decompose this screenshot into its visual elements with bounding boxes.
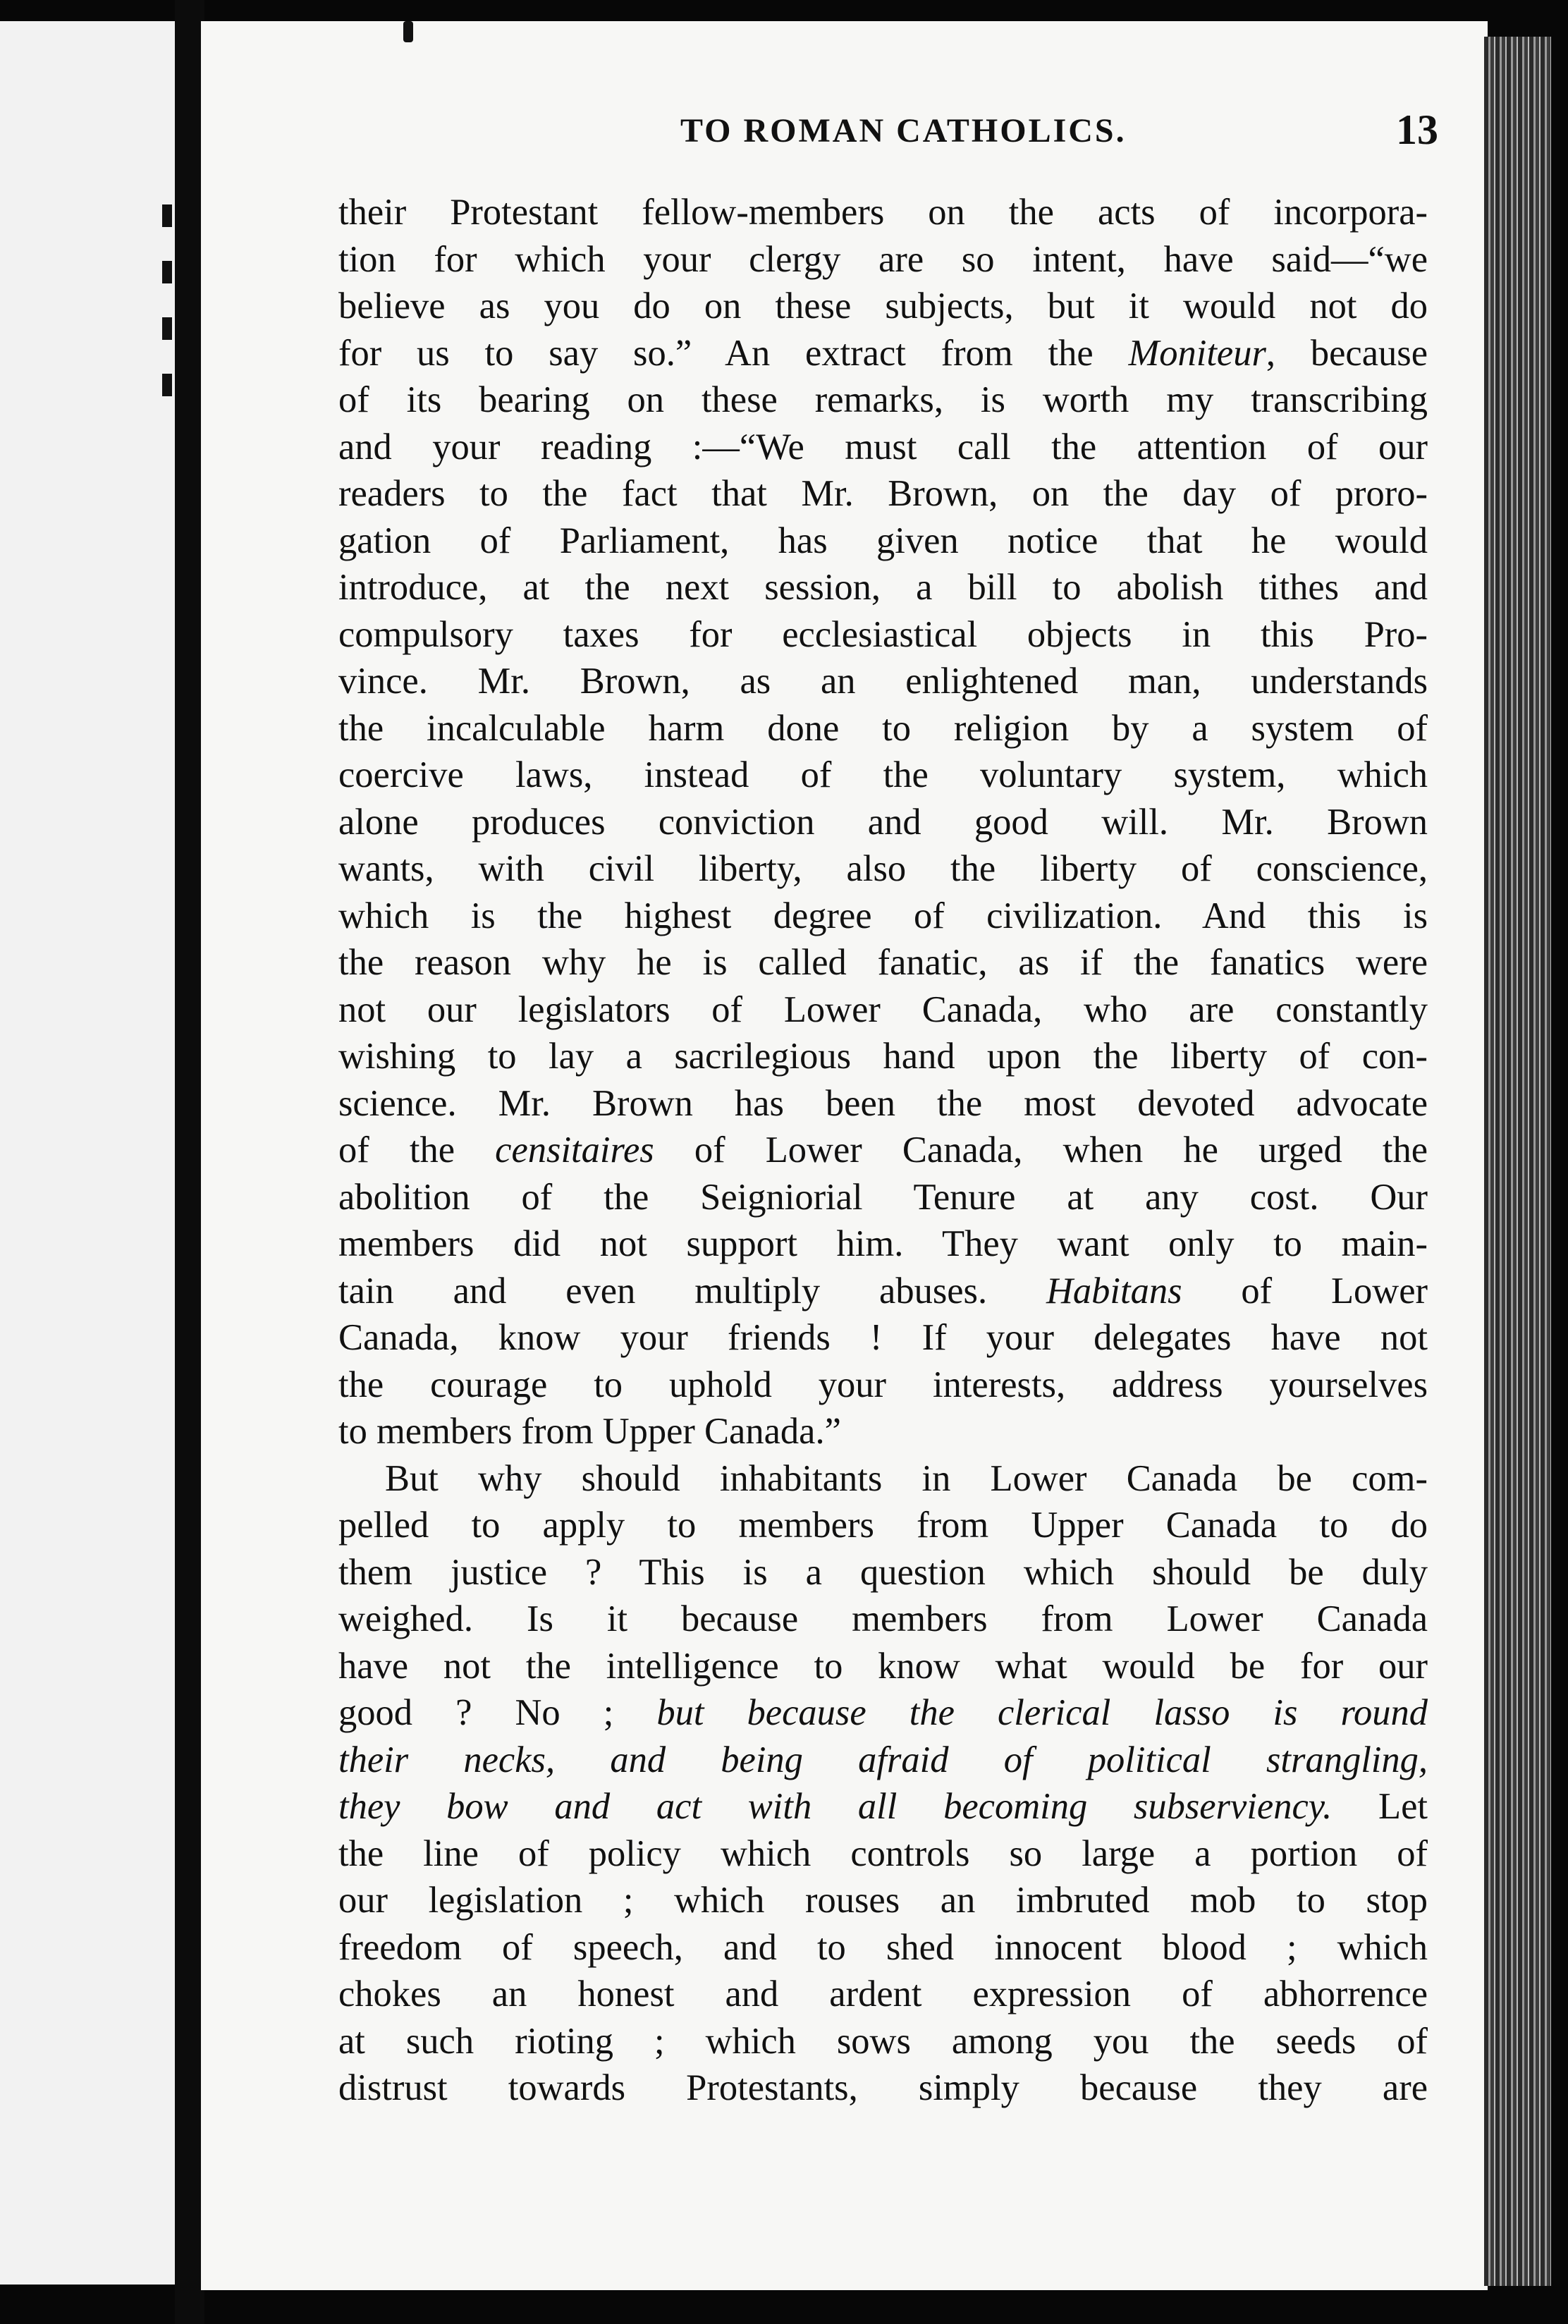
text-line <box>338 424 1428 471</box>
text-segment: vince. Mr. Brown, as an enlightened man, understands <box>338 661 1428 702</box>
text-segment: them justice ? This is a question which should be duly <box>338 1551 1428 1593</box>
italic-text: Habitans <box>1046 1270 1182 1311</box>
text-segment: freedom of speech, and to shed innocent blood ; which <box>338 1926 1428 1968</box>
text-line <box>338 658 1428 705</box>
text-segment: not our legislators of Lower Canada, who are constantly <box>338 989 1428 1030</box>
text-line <box>338 1971 1428 2018</box>
text-segment: gation of Parliament, has given notice that he would <box>338 520 1428 561</box>
text-line <box>338 1221 1428 1268</box>
text-segment: of its bearing on these remarks, is worth my transcribing <box>338 379 1428 420</box>
text-line <box>338 377 1428 424</box>
text-segment: the courage to uphold your interests, address yourselves <box>338 1364 1428 1405</box>
text-segment: the line of policy which controls so large a portion of <box>338 1833 1428 1874</box>
text-segment: good ? No ; <box>338 1692 657 1733</box>
text-line <box>338 1127 1428 1174</box>
text-line <box>338 799 1428 846</box>
text-segment: the reason why he is called fanatic, as if the fanatics were <box>338 942 1428 983</box>
facing-page-edge <box>0 21 175 2285</box>
text-segment: , because <box>1266 332 1428 374</box>
text-segment: tain and even multiply abuses. <box>338 1270 1046 1311</box>
text-segment: abolition of the Seigniorial Tenure at any cost. Our <box>338 1176 1428 1218</box>
text-segment: pelled to apply to members from Upper Canada to do <box>338 1505 1428 1546</box>
text-line <box>338 189 1428 236</box>
text-segment: at such rioting ; which sows among you the seeds of <box>338 2020 1428 2062</box>
text-line <box>338 845 1428 893</box>
text-line <box>338 470 1428 518</box>
text-line <box>338 236 1428 283</box>
text-segment: which is the highest degree of civilization. And this is <box>338 895 1428 936</box>
text-segment: chokes an honest and ardent expression of abhorrence <box>338 1974 1428 2014</box>
text-line <box>338 1737 1428 1784</box>
text-line <box>338 1924 1428 1971</box>
text-line <box>338 986 1428 1034</box>
page-stack-edge <box>1484 37 1551 2286</box>
book-gutter <box>175 0 204 2324</box>
text-line <box>338 893 1428 940</box>
text-segment: weighed. Is it because members from Lower Canada <box>338 1598 1428 1639</box>
text-line <box>338 611 1428 659</box>
text-segment: But why should inhabitants in Lower Canada be com- <box>385 1457 1428 1499</box>
text-segment: to members from Upper Canada.” <box>338 1411 841 1452</box>
text-segment: introduce, at the next session, a bill to abolish tithes and <box>338 567 1428 608</box>
text-segment: science. Mr. Brown has been the most devoted advocate <box>338 1082 1428 1124</box>
text-segment: alone produces conviction and good will. Mr. Brown <box>338 801 1428 843</box>
text-line <box>338 1830 1428 1878</box>
text-line <box>338 2018 1428 2065</box>
text-line <box>338 1033 1428 1080</box>
text-segment: wants, with civil liberty, also the liberty of conscience, <box>338 848 1428 889</box>
text-segment: readers to the fact that Mr. Brown, on the day of proro- <box>338 473 1428 514</box>
text-segment: wishing to lay a sacrilegious hand upon the liberty of con- <box>338 1036 1428 1077</box>
bleed-through-mark <box>162 261 172 283</box>
italic-text: Moniteur <box>1128 332 1266 374</box>
text-segment: believe as you do on these subjects, but it would not do <box>338 286 1428 326</box>
italic-text: but because the clerical lasso is round <box>656 1692 1428 1733</box>
text-line <box>338 939 1428 986</box>
text-segment: tion for which your clergy are so intent, have said—“we <box>338 238 1428 280</box>
print-speck <box>403 21 413 42</box>
text-line <box>338 705 1428 752</box>
text-segment: our legislation ; which rouses an imbruted mob to stop <box>338 1880 1428 1921</box>
bleed-through-mark <box>162 204 172 227</box>
text-segment: their Protestant fellow-members on the acts of incorpora- <box>338 192 1428 233</box>
running-head: TO ROMAN CATHOLICS. <box>680 112 1127 149</box>
bleed-through-mark <box>162 374 172 396</box>
italic-text: their necks, and being afraid of political strangling, <box>338 1739 1428 1780</box>
text-line <box>338 1502 1428 1549</box>
text-line <box>338 564 1428 611</box>
paragraph-2 <box>338 1455 1428 2112</box>
text-line <box>338 1783 1428 1830</box>
text-line <box>338 1549 1428 1596</box>
page-number: 13 <box>1396 106 1438 153</box>
text-line <box>338 1362 1428 1409</box>
text-line <box>338 1314 1428 1362</box>
paragraph-1 <box>338 189 1428 1455</box>
bleed-through-mark <box>162 317 172 340</box>
page-header <box>201 106 1438 162</box>
text-segment: for us to say so.” An extract from the <box>338 332 1129 374</box>
text-line <box>338 2065 1428 2112</box>
text-line <box>338 1174 1428 1221</box>
italic-text: censitaires <box>495 1130 654 1170</box>
text-segment: of Lower Canada, when he urged the <box>654 1130 1428 1170</box>
text-line <box>338 518 1428 565</box>
text-line <box>338 1408 1428 1455</box>
text-line <box>338 1080 1428 1127</box>
text-segment: the incalculable harm done to religion by a system of <box>338 707 1428 749</box>
text-segment: of Lower <box>1182 1270 1428 1311</box>
text-segment: coercive laws, instead of the voluntary system, which <box>338 754 1428 795</box>
text-line <box>338 1877 1428 1924</box>
text-line <box>338 1643 1428 1690</box>
text-segment: Let <box>1332 1786 1428 1827</box>
text-segment: and your reading :—“We must call the attention of our <box>338 426 1428 467</box>
text-segment: of the <box>338 1130 496 1170</box>
text-line <box>338 1455 1428 1503</box>
text-segment: have not the intelligence to know what would be for our <box>338 1645 1428 1687</box>
text-line <box>338 1268 1428 1315</box>
text-segment: members did not support him. They want only to main- <box>338 1223 1428 1264</box>
text-segment: compulsory taxes for ecclesiastical objects in this Pro- <box>338 613 1428 655</box>
text-segment: distrust towards Protestants, simply because they are <box>338 2067 1428 2108</box>
text-line <box>338 1596 1428 1643</box>
italic-text: they bow and act with all becoming subserviency. <box>338 1786 1333 1827</box>
text-line <box>338 283 1428 330</box>
text-line <box>338 752 1428 799</box>
text-line <box>338 1689 1428 1737</box>
body-text <box>338 189 1428 2112</box>
text-segment: Canada, know your friends ! If your delegates have not <box>338 1317 1428 1358</box>
text-line <box>338 330 1428 377</box>
